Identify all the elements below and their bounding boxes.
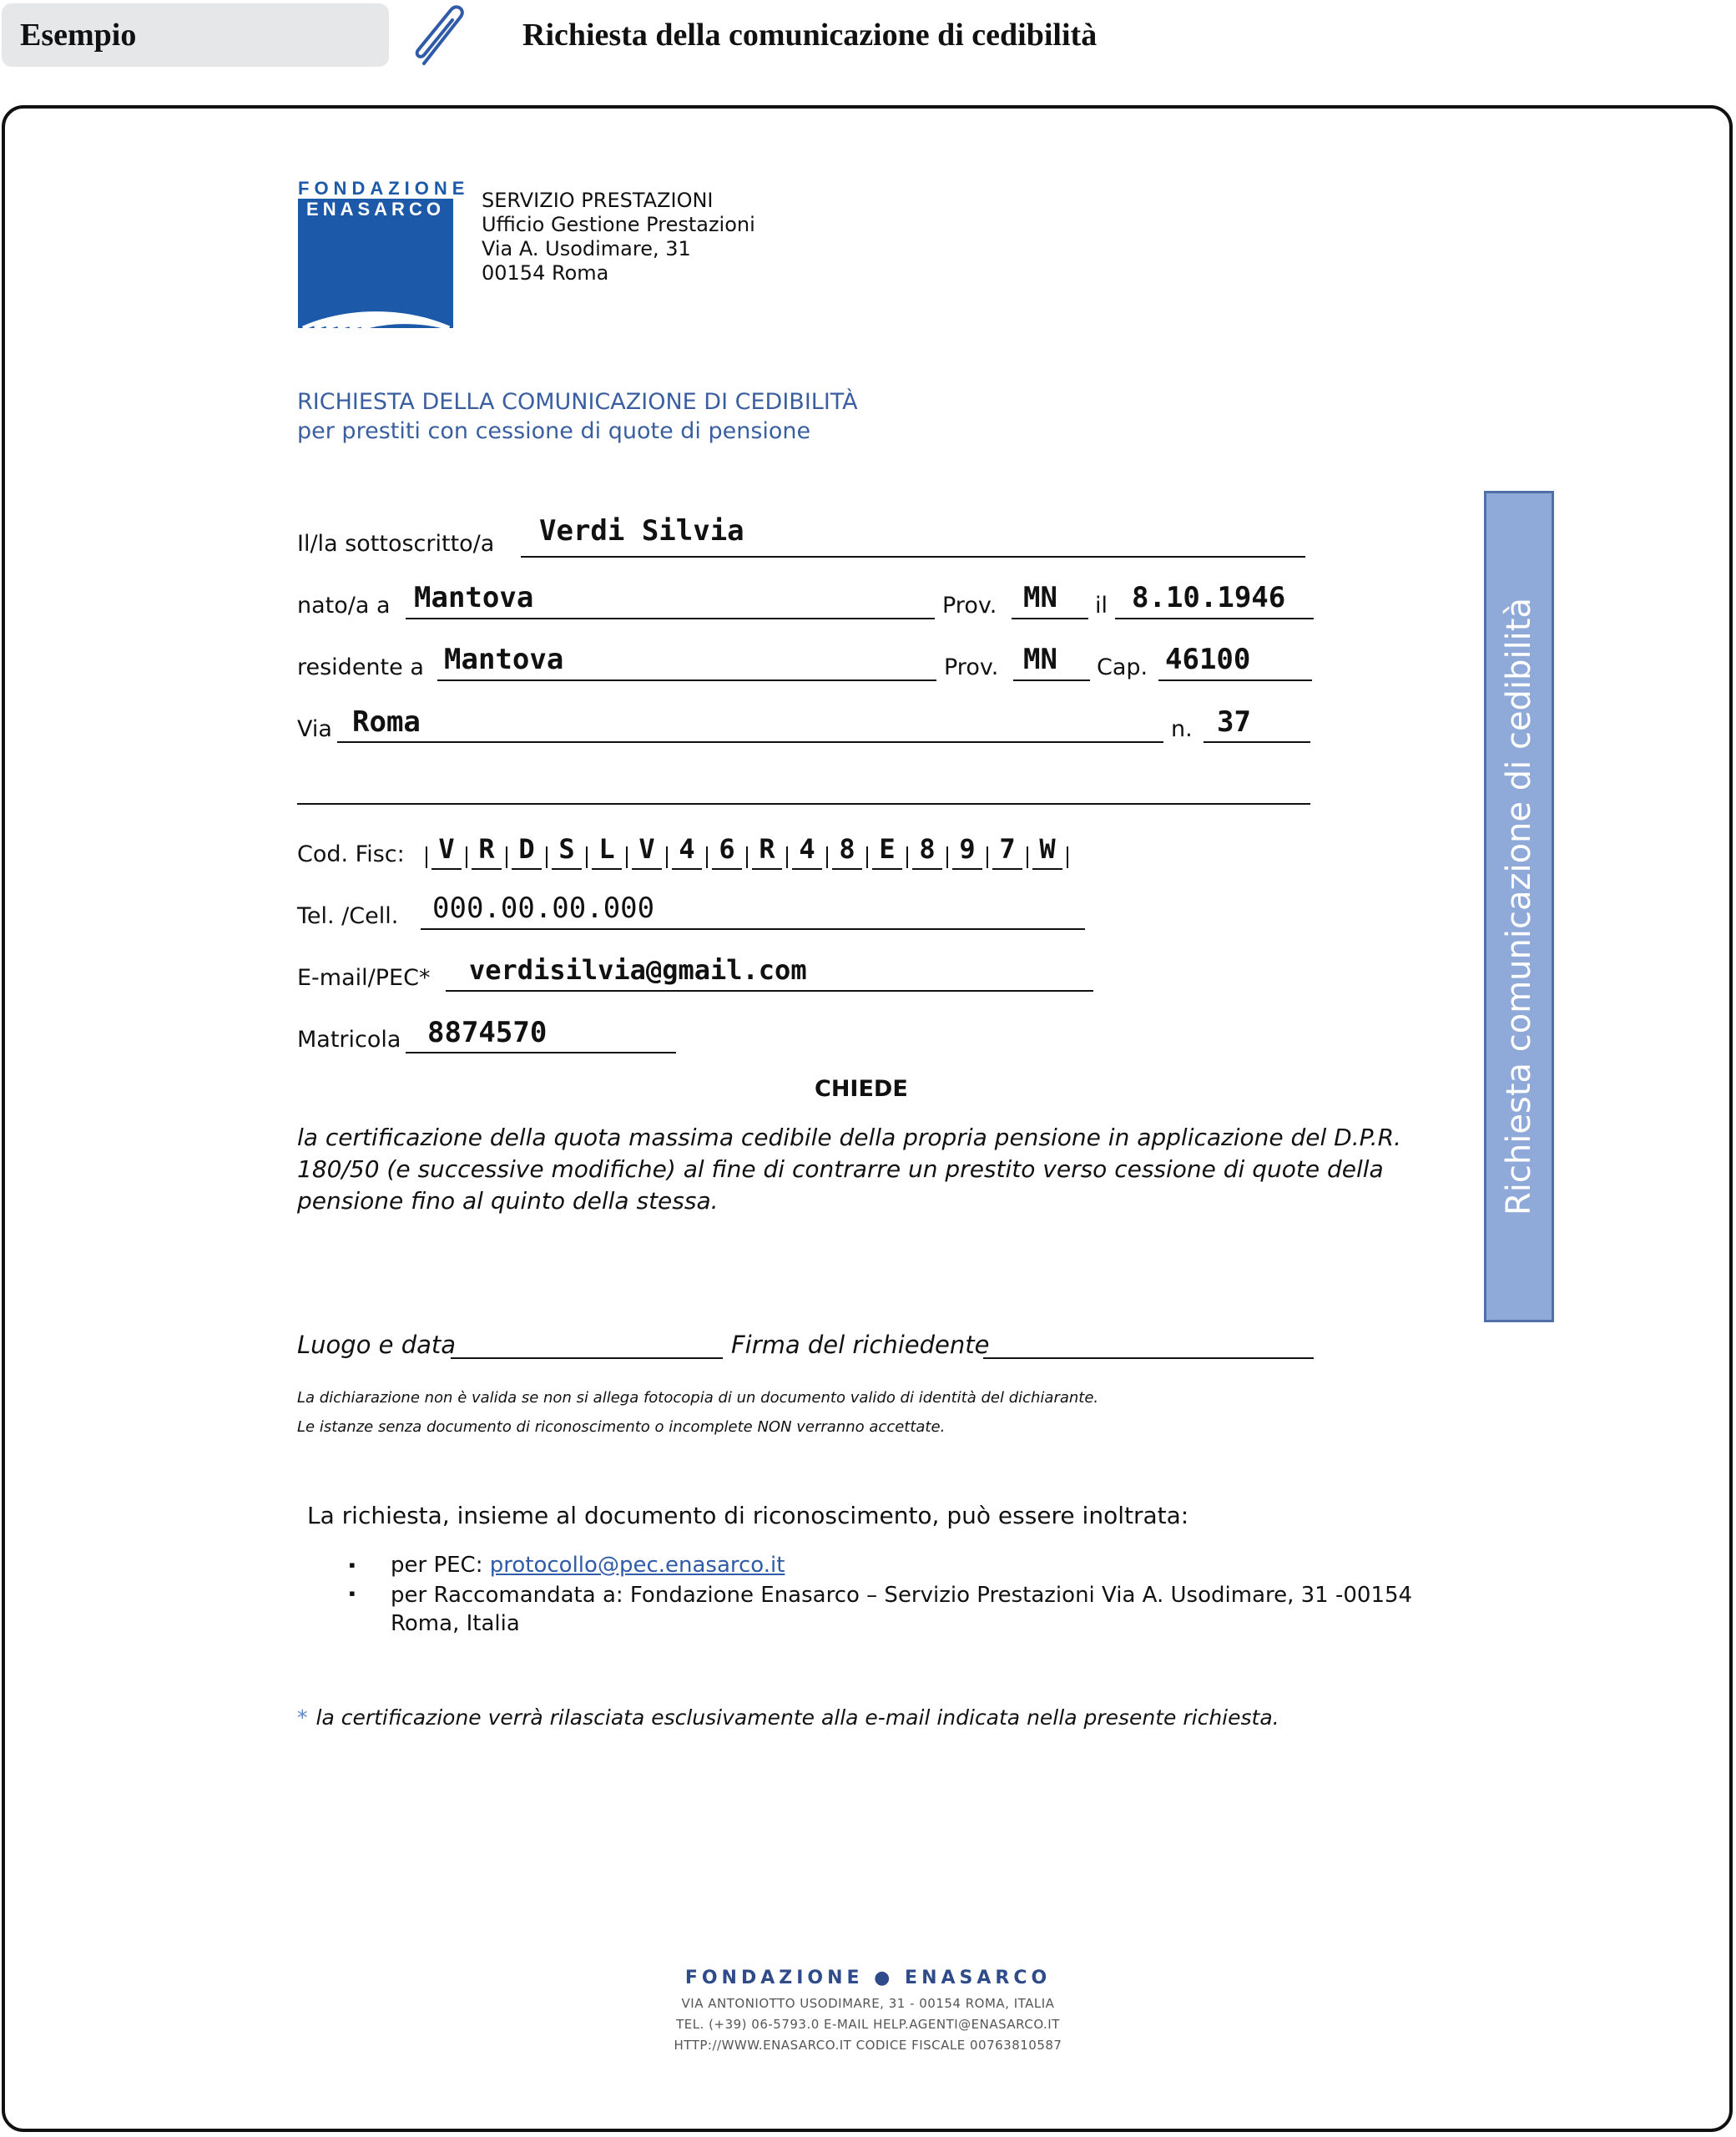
submission-post-city: Roma, Italia	[391, 1611, 520, 1636]
field-name[interactable]: Verdi Silvia	[539, 514, 744, 548]
logo-name-text: ENASARCO	[306, 199, 445, 220]
field-birth-prov[interactable]: MN	[1023, 581, 1057, 614]
field-line-birth-date	[1115, 618, 1314, 619]
service-name: SERVIZIO PRESTAZIONI	[482, 189, 714, 212]
example-tag-label: Esempio	[20, 18, 137, 53]
label-residente: residente a	[297, 654, 424, 680]
label-il: il	[1095, 593, 1108, 619]
field-line-birth-prov	[1012, 618, 1088, 619]
cf-char-16[interactable]: W	[1032, 831, 1062, 870]
cod-fisc-boxes[interactable]	[426, 833, 1068, 870]
cf-char-5[interactable]: L	[592, 831, 622, 870]
label-phone: Tel. /Cell.	[297, 903, 399, 929]
field-phone[interactable]: 000.00.00.000	[432, 892, 655, 925]
field-street[interactable]: Roma	[352, 705, 421, 739]
request-body: la certificazione della quota massima cedibile della propria pensione in applicazione del D.P.R. 180/50 (e successive modifiche) al fine di contrarre un prestito verso cessione di quote della pensione fino al quinto della stessa.	[297, 1124, 1401, 1215]
cf-char-13[interactable]: 8	[912, 831, 942, 870]
field-line-street	[337, 741, 1163, 743]
label-luogo-data: Luogo e data	[297, 1331, 457, 1359]
footer-address: VIA ANTONIOTTO USODIMARE, 31 - 00154 ROMA, ITALIA	[681, 1996, 1055, 2011]
label-cap: Cap.	[1097, 654, 1148, 680]
form-title: RICHIESTA DELLA COMUNICAZIONE DI CEDIBILITÀ	[297, 389, 858, 415]
label-matricola: Matricola	[297, 1027, 401, 1053]
office-name: Ufficio Gestione Prestazioni	[482, 213, 755, 236]
bullet-icon: ▪	[349, 1554, 356, 1575]
asterisk: *	[297, 1705, 308, 1730]
paperclip-icon	[406, 2, 472, 70]
pec-label: per PEC:	[391, 1553, 483, 1578]
field-line-number	[1204, 741, 1310, 743]
cf-char-6[interactable]: V	[632, 831, 662, 870]
cf-char-15[interactable]: 7	[992, 831, 1022, 870]
field-line-phone	[421, 928, 1085, 930]
enasarco-logo	[298, 199, 453, 328]
field-cap[interactable]: 46100	[1165, 643, 1251, 676]
field-line-email	[446, 990, 1093, 992]
submission-post: per Raccomandata a: Fondazione Enasarco – Servizio Prestazioni Via A. Usodimare, 31 -00154	[391, 1583, 1413, 1608]
page-title: Richiesta della comunicazione di cedibilità	[522, 18, 1098, 53]
label-sottoscritto: Il/la sottoscritto/a	[297, 531, 495, 557]
label-nato: nato/a a	[297, 593, 391, 619]
certification-note-text: la certificazione verrà rilasciata esclusivamente alla e-mail indicata nella presente richiesta.	[315, 1705, 1279, 1730]
field-line-birth-place	[406, 618, 935, 619]
office-city: 00154 Roma	[482, 261, 609, 285]
field-line-matricola	[406, 1052, 676, 1053]
note-document-required: La dichiarazione non è valida se non si allega fotocopia di un documento valido di identità del dichiarante.	[297, 1389, 1099, 1407]
label-email: E-mail/PEC*	[297, 965, 431, 991]
chiede-heading: CHIEDE	[815, 1076, 908, 1102]
label-cod-fisc: Cod. Fisc:	[297, 841, 405, 867]
field-email[interactable]: verdisilvia@gmail.com	[469, 954, 807, 986]
footer-web: HTTP://WWW.ENASARCO.IT CODICE FISCALE 00763810587	[674, 2038, 1062, 2053]
side-tab	[1484, 491, 1554, 1322]
certification-note	[297, 1705, 1279, 1730]
label-firma: Firma del richiedente	[731, 1331, 990, 1359]
field-residence[interactable]: Mantova	[444, 643, 564, 676]
cf-char-9[interactable]: R	[752, 831, 782, 870]
pec-email-link[interactable]: protocollo@pec.enasarco.it	[489, 1553, 785, 1578]
note-incomplete-rejected: Le istanze senza documento di riconoscimento o incomplete NON verranno accettate.	[297, 1418, 946, 1436]
footer-contacts: TEL. (+39) 06-5793.0 E-MAIL HELP.AGENTI@ENASARCO.IT	[676, 2017, 1060, 2032]
field-birth-place[interactable]: Mantova	[414, 581, 534, 614]
label-res-prov: Prov.	[944, 654, 999, 680]
cf-char-12[interactable]: E	[872, 831, 902, 870]
field-line-address-extra[interactable]	[297, 803, 1310, 805]
label-via: Via	[297, 716, 332, 742]
field-birth-date[interactable]: 8.10.1946	[1132, 581, 1286, 614]
side-tab-label: Richiesta comunicazione di cedibilità	[1500, 598, 1538, 1215]
cf-char-1[interactable]: V	[431, 831, 462, 870]
cf-char-4[interactable]: S	[552, 831, 582, 870]
cf-char-11[interactable]: 8	[832, 831, 862, 870]
cf-char-2[interactable]: R	[472, 831, 502, 870]
cf-char-8[interactable]: 6	[712, 831, 742, 870]
field-number[interactable]: 37	[1217, 705, 1251, 739]
field-line-luogo-data[interactable]	[451, 1357, 723, 1359]
office-street: Via A. Usodimare, 31	[482, 237, 691, 260]
footer-brand: FONDAZIONE ● ENASARCO	[684, 1968, 1052, 1988]
field-line-name	[521, 556, 1305, 558]
field-line-res-prov	[1013, 679, 1090, 681]
cf-char-3[interactable]: D	[512, 831, 542, 870]
logo-top-text: FONDAZIONE	[298, 178, 470, 199]
logo-arcs-icon	[298, 199, 453, 328]
field-matricola[interactable]: 8874570	[427, 1016, 548, 1049]
field-res-prov[interactable]: MN	[1023, 643, 1057, 676]
submission-pec	[391, 1553, 785, 1578]
field-line-firma[interactable]	[983, 1357, 1314, 1359]
cf-char-10[interactable]: 4	[792, 831, 822, 870]
field-line-residence	[437, 679, 936, 681]
form-subtitle: per prestiti con cessione di quote di pensione	[297, 418, 811, 444]
cf-char-14[interactable]: 9	[952, 831, 982, 870]
field-line-cap	[1158, 679, 1312, 681]
label-number: n.	[1171, 716, 1193, 742]
cf-char-7[interactable]: 4	[672, 831, 702, 870]
label-birth-prov: Prov.	[942, 593, 997, 619]
bullet-icon: ▪	[349, 1583, 356, 1604]
submission-intro: La richiesta, insieme al documento di riconoscimento, può essere inoltrata:	[307, 1502, 1189, 1529]
document-frame	[2, 105, 1733, 2132]
